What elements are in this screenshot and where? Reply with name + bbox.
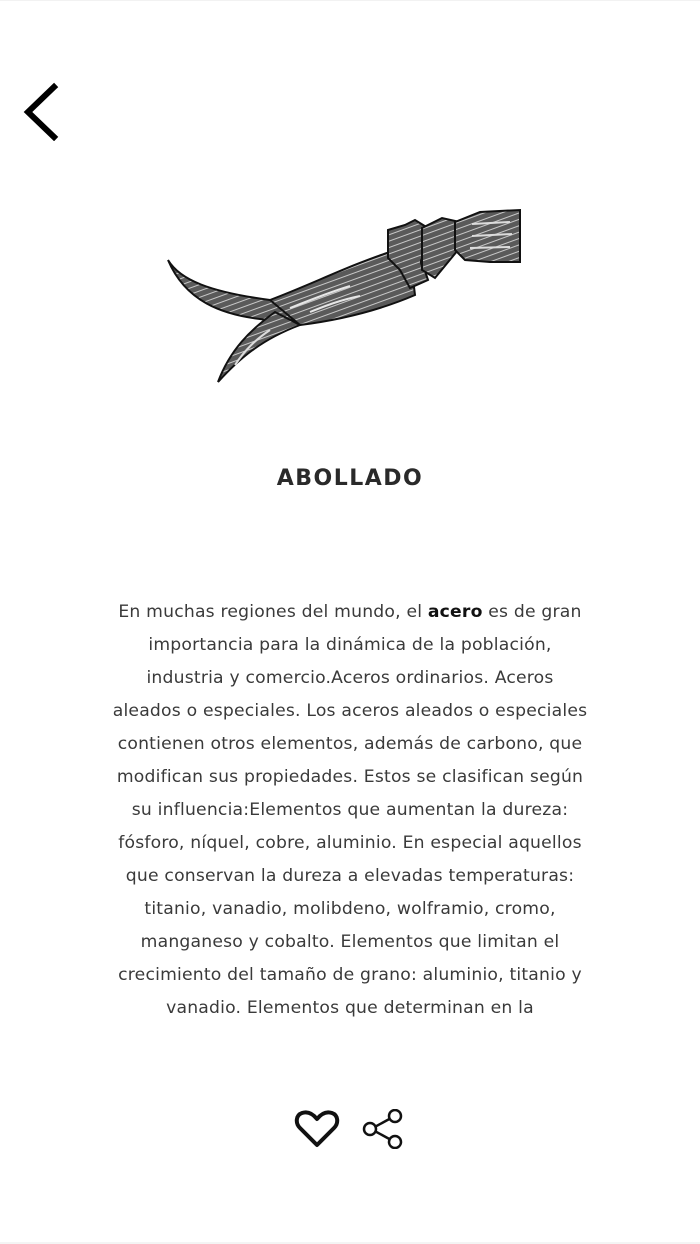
description-line xyxy=(48,596,652,629)
favorite-button[interactable] xyxy=(293,1105,341,1153)
action-bar xyxy=(0,1104,700,1154)
description-line: titanio, vanadio, molibdeno, wolframio, cromo, xyxy=(144,899,556,919)
description-line: crecimiento del tamaño de grano: aluminio, titanio y xyxy=(118,965,582,985)
description-line: aleados o especiales. Los aceros aleados o especiales xyxy=(112,701,588,721)
description-line: su influencia:Elementos que aumentan la dureza: xyxy=(131,800,569,820)
description-line: fósforo, níquel, cobre, aluminio. En especial aquellos xyxy=(118,833,582,853)
back-button[interactable] xyxy=(10,78,70,144)
description-line: importancia para la dinámica de la población, xyxy=(148,635,552,655)
description-line: industria y comercio.Aceros ordinarios. Aceros xyxy=(146,668,554,688)
share-button[interactable] xyxy=(359,1105,407,1153)
description-line: manganeso y cobalto. Elementos que limitan el xyxy=(140,932,560,952)
share-icon xyxy=(361,1109,405,1149)
description-line: que conservan la dureza a elevadas temperaturas: xyxy=(125,866,575,886)
dagger-illustration xyxy=(160,200,530,395)
top-divider xyxy=(0,0,700,1)
item-title: ABOLLADO xyxy=(276,466,424,491)
description-line: modifican sus propiedades. Estos se clasifican según xyxy=(116,767,584,787)
heart-icon xyxy=(294,1109,340,1149)
description-bold-keyword: acero xyxy=(427,602,483,622)
description-line: contienen otros elementos, además de carbono, que xyxy=(117,734,583,754)
description-text: es de gran xyxy=(482,602,582,622)
chevron-left-icon xyxy=(16,81,64,141)
description-line: vanadio. Elementos que determinan en la xyxy=(166,998,534,1018)
description-text: En muchas regiones del mundo, el xyxy=(118,602,428,622)
item-description xyxy=(48,596,652,1025)
